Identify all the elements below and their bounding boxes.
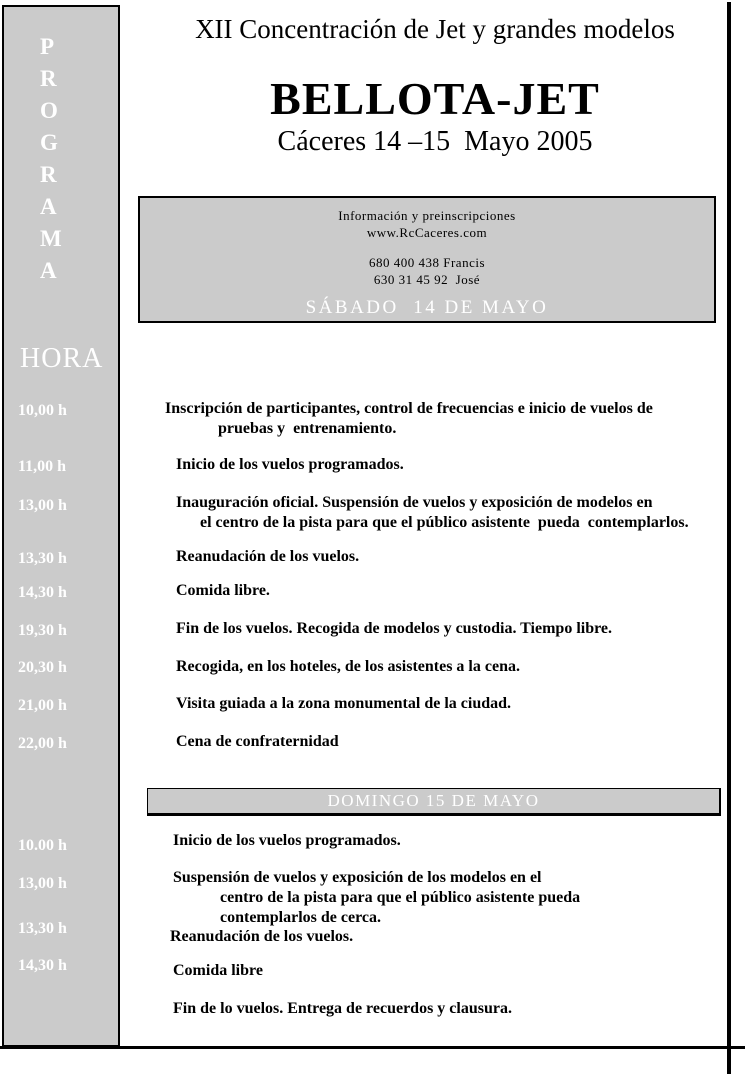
schedule-item-text: Visita guiada a la zona monumental de la ciudad.: [176, 695, 512, 712]
page-title: XII Concentración de Jet y grandes modelos: [195, 14, 675, 44]
time-label: 13,00 h: [18, 497, 67, 514]
schedule-item-text: pruebas y entrenamiento.: [218, 420, 397, 437]
info-box: [138, 196, 716, 323]
phone-contact: 680 400 438 Francis: [368, 255, 486, 270]
programa-letter: A: [40, 194, 57, 219]
programa-letter: M: [40, 226, 62, 251]
programa-vertical-label: [40, 31, 62, 287]
time-label: 13,30 h: [18, 550, 67, 567]
time-label: 14,30 h: [18, 957, 67, 974]
schedule-item-text: Inauguración oficial. Suspensión de vuelos y exposición de modelos en: [176, 494, 653, 511]
sunday-day-header: DOMINGO 15 DE MAYO: [147, 788, 721, 816]
programa-letter: R: [40, 162, 57, 187]
schedule-item-text: Recogida, en los hoteles, de los asistentes a la cena.: [176, 658, 520, 675]
schedule-item-text: centro de la pista para que el público asistente pueda: [220, 889, 581, 906]
time-label: 21,00 h: [18, 697, 67, 714]
time-label: 10,00 h: [18, 402, 67, 419]
programa-letter: R: [40, 66, 57, 91]
schedule-item-text: Reanudación de los vuelos.: [176, 548, 360, 565]
schedule-item-text: Fin de lo vuelos. Entrega de recuerdos y clausura.: [173, 1000, 512, 1017]
schedule-item-text: Cena de confraternidad: [176, 733, 339, 750]
info-website: www.RcCaceres.com: [366, 225, 488, 240]
phone-contact: 630 31 45 92 José: [373, 272, 481, 287]
programa-letter: O: [40, 98, 58, 123]
time-label: 22,00 h: [18, 735, 67, 752]
event-dates: Cáceres 14 –15 Mayo 2005: [277, 126, 593, 157]
schedule-item-text: Inscripción de participantes, control de frecuencias e inicio de vuelos de: [165, 400, 653, 417]
time-label: 20,30 h: [18, 659, 67, 676]
time-label: 19,30 h: [18, 622, 67, 639]
event-name: BELLOTA-JET: [270, 73, 600, 124]
schedule-item-text: contemplarlos de cerca.: [220, 909, 381, 926]
schedule-item-text: Suspensión de vuelos y exposición de los modelos en el: [173, 869, 542, 886]
info-line: Información y preinscripciones: [338, 208, 516, 223]
schedule-item-text: Comida libre.: [176, 582, 270, 599]
time-label: 10.00 h: [18, 837, 67, 854]
saturday-day-header: SÁBADO 14 DE MAYO: [305, 297, 549, 318]
schedule-item-text: Inicio de los vuelos programados.: [176, 456, 404, 473]
time-label: 14,30 h: [18, 584, 67, 601]
time-label: 13,30 h: [18, 920, 67, 937]
schedule-item-text: Reanudación de los vuelos.: [170, 928, 354, 945]
schedule-item-text: Fin de los vuelos. Recogida de modelos y custodia. Tiempo libre.: [176, 620, 613, 637]
programa-letter: G: [40, 130, 58, 155]
hora-column-header: HORA: [20, 343, 104, 374]
bottom-rule: [0, 1046, 745, 1049]
schedule-item-text: Inicio de los vuelos programados.: [173, 832, 401, 849]
time-label: 13,00 h: [18, 875, 67, 892]
schedule-item-text: el centro de la pista para que el público asistente pueda contemplarlos.: [200, 514, 689, 531]
programa-letter: A: [40, 258, 57, 283]
right-rule: [727, 2, 731, 1074]
programa-letter: P: [40, 34, 55, 59]
schedule-item-text: Comida libre: [173, 962, 263, 979]
time-label: 11,00 h: [18, 458, 67, 475]
spacer: [140, 241, 714, 254]
